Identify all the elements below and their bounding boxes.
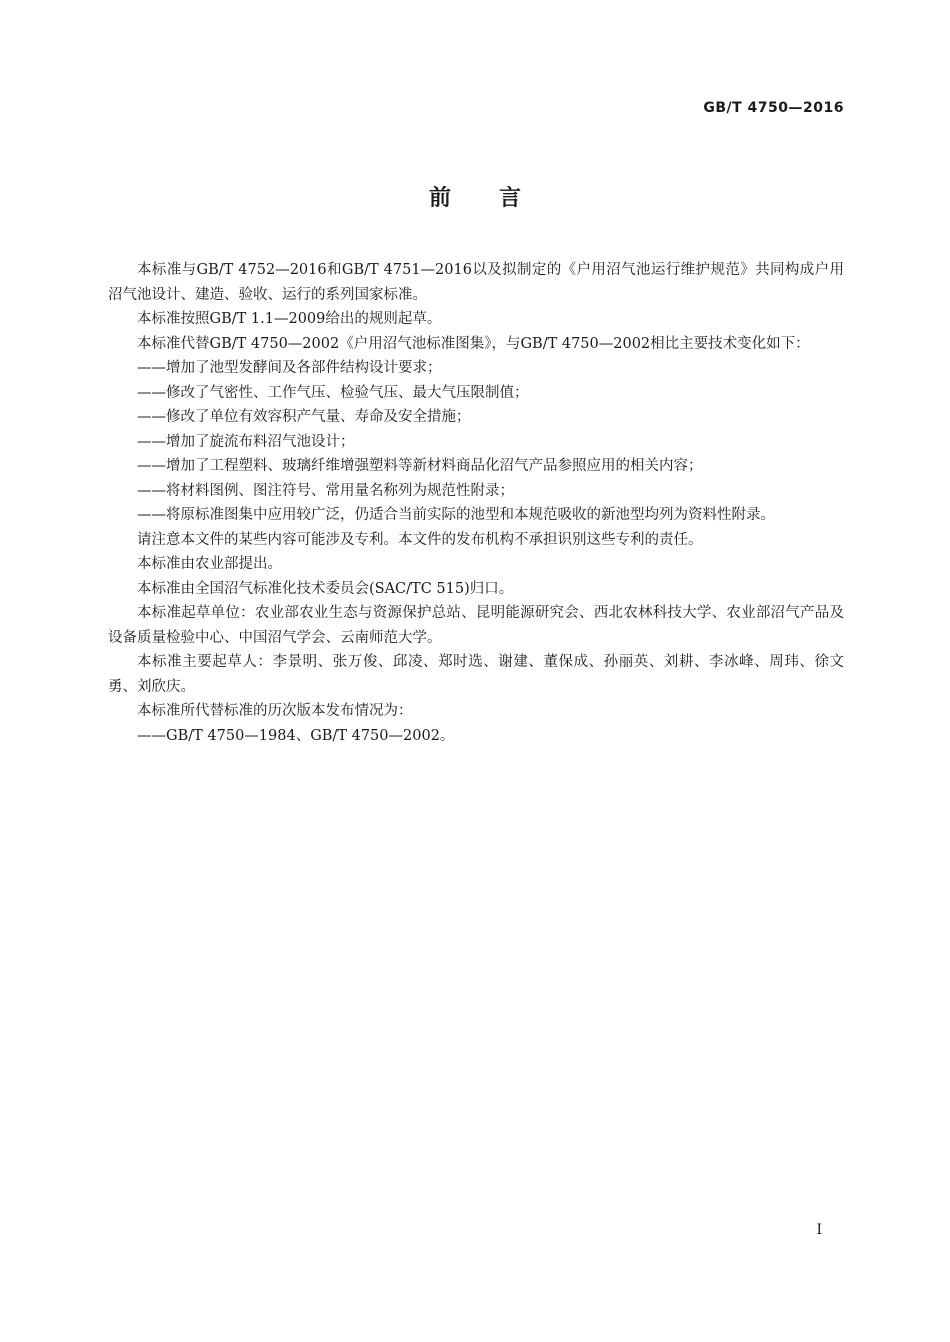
paragraph-replacement: 本标准代替GB/T 4750—2002《户用沼气池标准图集》，与GB/T 4750—2002相比主要技术变化如下： [137,335,810,352]
list-item-change: ——增加了工程塑料、玻璃纤维增强塑料等新材料商品化沼气产品参照应用的相关内容； [137,458,703,474]
list-item-change: ——修改了单位有效容积产气量、寿命及安全措施； [137,409,471,425]
paragraph-edition-list: ——GB/T 4750—1984、GB/T 4750—2002。 [137,727,455,744]
paragraph-previous-editions: 本标准所代替标准的历次版本发布情况为： [137,703,413,719]
paragraph-patent-notice: 请注意本文件的某些内容可能涉及专利。本文件的发布机构不承担识别这些专利的责任。 [137,531,703,548]
list-item-change: ——增加了旋流布料沼气池设计； [137,433,355,450]
page-number: I [816,1222,822,1238]
paragraph-committee: 本标准由全国沼气标准化技术委员会(SAC/TC 515)归口。 [137,580,514,597]
paragraph-proposer: 本标准由农业部提出。 [137,556,282,572]
standard-code: GB/T 4750—2016 [703,100,844,116]
list-item-change: ——将原标准图集中应用较广泛，仍适合当前实际的池型和本规范吸收的新池型均列为资料性附录。 [137,507,775,523]
paragraph-series-relation: 本标准与GB/T 4752—2016和GB/T 4751—2016以及拟制定的《户用沼气池运行维护规范》共同构成户用沼气池设计、建造、验收、运行的系列国家标准。 [108,262,844,303]
paragraph-drafting-rules: 本标准按照GB/T 1.1—2009给出的规则起草。 [137,311,442,327]
paragraph-drafters: 本标准主要起草人：李景明、张万俊、邱凌、郑时选、谢建、董保成、孙丽英、刘耕、李冰峰、周玮、徐文勇、刘欣庆。 [108,654,844,695]
list-item-change: ——修改了气密性、工作气压、检验气压、最大气压限制值； [137,384,529,401]
list-item-change: ——增加了池型发酵间及各部件结构设计要求； [137,360,442,376]
foreword-body [108,258,844,748]
page-title: 前言 [428,186,569,211]
paragraph-drafting-units: 本标准起草单位：农业部农业生态与资源保护总站、昆明能源研究会、西北农林科技大学、农业部沼气产品及设备质量检验中心、中国沼气学会、云南师范大学。 [108,605,844,646]
list-item-change: ——将材料图例、图注符号、常用量名称列为规范性附录； [137,482,514,499]
